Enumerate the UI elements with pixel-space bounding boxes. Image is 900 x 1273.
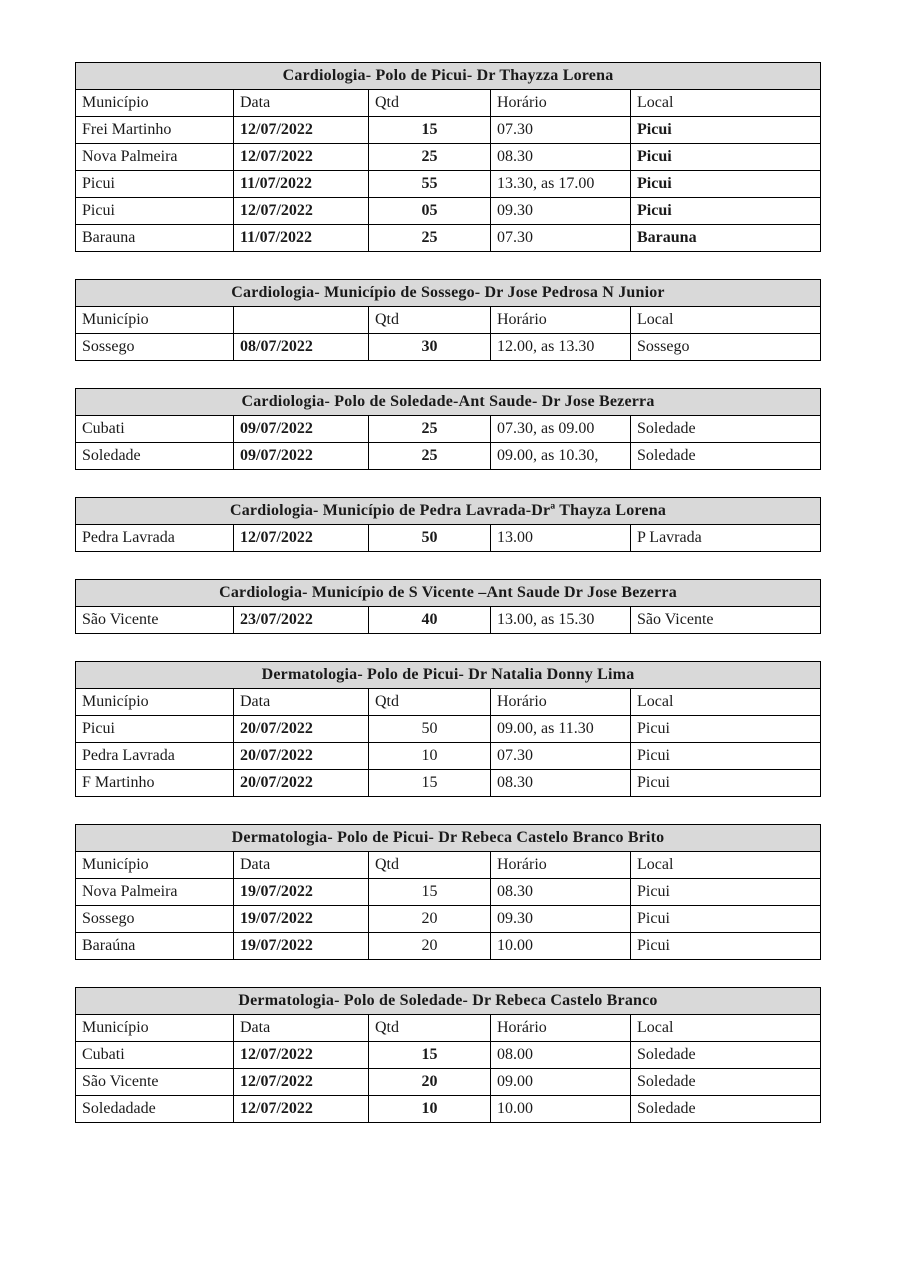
table-row <box>76 443 821 470</box>
cell-data: 12/07/2022 <box>234 1042 369 1069</box>
cell-local: São Vicente <box>631 607 821 634</box>
cell-local: Picui <box>631 198 821 225</box>
column-header-data: Data <box>234 852 369 879</box>
column-header-horario: Horário <box>491 1015 631 1042</box>
cell-qtd: 30 <box>369 334 491 361</box>
cell-municipio: Cubati <box>76 1042 234 1069</box>
table-title-row <box>76 662 821 689</box>
cell-data: 12/07/2022 <box>234 117 369 144</box>
cell-qtd: 10 <box>369 1096 491 1123</box>
table-row <box>76 225 821 252</box>
column-header-municipio: Município <box>76 307 234 334</box>
cell-local: Picui <box>631 906 821 933</box>
table-row <box>76 1096 821 1123</box>
table-row <box>76 144 821 171</box>
cell-qtd: 10 <box>369 743 491 770</box>
cell-local: Soledade <box>631 416 821 443</box>
cell-municipio: Picui <box>76 716 234 743</box>
column-header-horario: Horário <box>491 689 631 716</box>
cell-municipio: Baraúna <box>76 933 234 960</box>
cell-data: 12/07/2022 <box>234 525 369 552</box>
table-title-row <box>76 825 821 852</box>
column-header-row <box>76 90 821 117</box>
schedule-table <box>75 388 821 470</box>
cell-municipio: Soledade <box>76 443 234 470</box>
cell-data: 12/07/2022 <box>234 144 369 171</box>
column-header-row <box>76 307 821 334</box>
table-title: Dermatologia- Polo de Picui- Dr Rebeca Castelo Branco Brito <box>76 825 821 852</box>
schedule-table <box>75 579 821 634</box>
cell-municipio: Picui <box>76 198 234 225</box>
table-row <box>76 334 821 361</box>
schedule-tables-container <box>75 62 820 1150</box>
cell-data: 12/07/2022 <box>234 1096 369 1123</box>
table-row <box>76 525 821 552</box>
table-row <box>76 416 821 443</box>
cell-municipio: Pedra Lavrada <box>76 525 234 552</box>
column-header-municipio: Município <box>76 852 234 879</box>
cell-data: 08/07/2022 <box>234 334 369 361</box>
column-header-local: Local <box>631 689 821 716</box>
table-title: Cardiologia- Município de Pedra Lavrada-Drª Thayza Lorena <box>76 498 821 525</box>
column-header-local: Local <box>631 307 821 334</box>
cell-horario: 07.30 <box>491 117 631 144</box>
table-title: Cardiologia- Município de Sossego- Dr Jose Pedrosa N Junior <box>76 280 821 307</box>
cell-local: Barauna <box>631 225 821 252</box>
cell-horario: 09.30 <box>491 906 631 933</box>
cell-horario: 13.30, as 17.00 <box>491 171 631 198</box>
column-header-municipio: Município <box>76 90 234 117</box>
cell-municipio: Sossego <box>76 334 234 361</box>
table-title: Dermatologia- Polo de Picui- Dr Natalia Donny Lima <box>76 662 821 689</box>
table-row <box>76 933 821 960</box>
cell-local: Picui <box>631 716 821 743</box>
cell-qtd: 40 <box>369 607 491 634</box>
cell-municipio: Cubati <box>76 416 234 443</box>
schedule-table <box>75 279 821 361</box>
cell-municipio: Nova Palmeira <box>76 879 234 906</box>
cell-horario: 08.30 <box>491 879 631 906</box>
cell-horario: 07.30, as 09.00 <box>491 416 631 443</box>
table-title-row <box>76 498 821 525</box>
table-row <box>76 743 821 770</box>
schedule-table <box>75 497 821 552</box>
cell-horario: 07.30 <box>491 743 631 770</box>
cell-municipio: São Vicente <box>76 607 234 634</box>
table-row <box>76 171 821 198</box>
schedule-table <box>75 824 821 960</box>
cell-data: 11/07/2022 <box>234 225 369 252</box>
column-header-qtd: Qtd <box>369 1015 491 1042</box>
cell-data: 20/07/2022 <box>234 770 369 797</box>
table-title-row <box>76 389 821 416</box>
cell-horario: 12.00, as 13.30 <box>491 334 631 361</box>
schedule-table <box>75 661 821 797</box>
column-header-row <box>76 689 821 716</box>
table-row <box>76 117 821 144</box>
cell-municipio: Barauna <box>76 225 234 252</box>
cell-data: 09/07/2022 <box>234 443 369 470</box>
column-header-horario: Horário <box>491 307 631 334</box>
column-header-municipio: Município <box>76 689 234 716</box>
cell-qtd: 25 <box>369 416 491 443</box>
cell-local: Picui <box>631 171 821 198</box>
cell-horario: 08.30 <box>491 144 631 171</box>
column-header-data: Data <box>234 1015 369 1042</box>
cell-local: Soledade <box>631 1096 821 1123</box>
column-header-data: Data <box>234 90 369 117</box>
cell-local: Picui <box>631 743 821 770</box>
column-header-qtd: Qtd <box>369 90 491 117</box>
cell-local: Soledade <box>631 443 821 470</box>
cell-municipio: Picui <box>76 171 234 198</box>
column-header-horario: Horário <box>491 852 631 879</box>
cell-municipio: Frei Martinho <box>76 117 234 144</box>
column-header-row <box>76 852 821 879</box>
table-title: Cardiologia- Município de S Vicente –Ant Saude Dr Jose Bezerra <box>76 580 821 607</box>
column-header-local: Local <box>631 90 821 117</box>
column-header-municipio: Município <box>76 1015 234 1042</box>
schedule-table <box>75 62 821 252</box>
table-title: Cardiologia- Polo de Soledade-Ant Saude- Dr Jose Bezerra <box>76 389 821 416</box>
cell-qtd: 55 <box>369 171 491 198</box>
cell-local: Picui <box>631 770 821 797</box>
cell-municipio: Pedra Lavrada <box>76 743 234 770</box>
cell-qtd: 50 <box>369 525 491 552</box>
cell-data: 20/07/2022 <box>234 716 369 743</box>
cell-qtd: 15 <box>369 770 491 797</box>
table-row <box>76 198 821 225</box>
cell-data: 20/07/2022 <box>234 743 369 770</box>
cell-qtd: 50 <box>369 716 491 743</box>
cell-horario: 13.00, as 15.30 <box>491 607 631 634</box>
cell-local: Picui <box>631 933 821 960</box>
column-header-qtd: Qtd <box>369 852 491 879</box>
cell-data: 12/07/2022 <box>234 198 369 225</box>
table-row <box>76 1042 821 1069</box>
table-title: Dermatologia- Polo de Soledade- Dr Rebeca Castelo Branco <box>76 988 821 1015</box>
cell-qtd: 05 <box>369 198 491 225</box>
cell-data: 19/07/2022 <box>234 933 369 960</box>
cell-local: Soledade <box>631 1069 821 1096</box>
cell-horario: 07.30 <box>491 225 631 252</box>
cell-local: Picui <box>631 144 821 171</box>
cell-horario: 09.00, as 10.30, <box>491 443 631 470</box>
cell-local: Soledade <box>631 1042 821 1069</box>
column-header-qtd: Qtd <box>369 307 491 334</box>
cell-qtd: 25 <box>369 225 491 252</box>
cell-municipio: Sossego <box>76 906 234 933</box>
cell-municipio: Soledadade <box>76 1096 234 1123</box>
schedule-table <box>75 987 821 1123</box>
cell-municipio: F Martinho <box>76 770 234 797</box>
cell-data: 23/07/2022 <box>234 607 369 634</box>
table-row <box>76 1069 821 1096</box>
cell-horario: 09.30 <box>491 198 631 225</box>
cell-data: 19/07/2022 <box>234 879 369 906</box>
cell-horario: 13.00 <box>491 525 631 552</box>
cell-data: 12/07/2022 <box>234 1069 369 1096</box>
cell-qtd: 15 <box>369 879 491 906</box>
table-title-row <box>76 580 821 607</box>
table-row <box>76 770 821 797</box>
table-title-row <box>76 280 821 307</box>
column-header-data: Data <box>234 689 369 716</box>
cell-data: 19/07/2022 <box>234 906 369 933</box>
cell-data: 11/07/2022 <box>234 171 369 198</box>
cell-qtd: 20 <box>369 933 491 960</box>
table-title: Cardiologia- Polo de Picui- Dr Thayzza Lorena <box>76 63 821 90</box>
table-row <box>76 879 821 906</box>
table-row <box>76 716 821 743</box>
column-header-horario: Horário <box>491 90 631 117</box>
cell-qtd: 15 <box>369 117 491 144</box>
cell-horario: 10.00 <box>491 1096 631 1123</box>
cell-qtd: 20 <box>369 1069 491 1096</box>
table-title-row <box>76 988 821 1015</box>
table-row <box>76 607 821 634</box>
cell-horario: 09.00 <box>491 1069 631 1096</box>
cell-qtd: 25 <box>369 443 491 470</box>
cell-qtd: 20 <box>369 906 491 933</box>
column-header-row <box>76 1015 821 1042</box>
cell-qtd: 15 <box>369 1042 491 1069</box>
cell-data: 09/07/2022 <box>234 416 369 443</box>
column-header-data <box>234 307 369 334</box>
cell-local: Sossego <box>631 334 821 361</box>
column-header-local: Local <box>631 852 821 879</box>
cell-local: Picui <box>631 879 821 906</box>
table-row <box>76 906 821 933</box>
cell-horario: 09.00, as 11.30 <box>491 716 631 743</box>
cell-local: P Lavrada <box>631 525 821 552</box>
cell-municipio: São Vicente <box>76 1069 234 1096</box>
column-header-qtd: Qtd <box>369 689 491 716</box>
cell-horario: 08.30 <box>491 770 631 797</box>
cell-local: Picui <box>631 117 821 144</box>
cell-horario: 10.00 <box>491 933 631 960</box>
cell-municipio: Nova Palmeira <box>76 144 234 171</box>
table-title-row <box>76 63 821 90</box>
column-header-local: Local <box>631 1015 821 1042</box>
cell-qtd: 25 <box>369 144 491 171</box>
cell-horario: 08.00 <box>491 1042 631 1069</box>
